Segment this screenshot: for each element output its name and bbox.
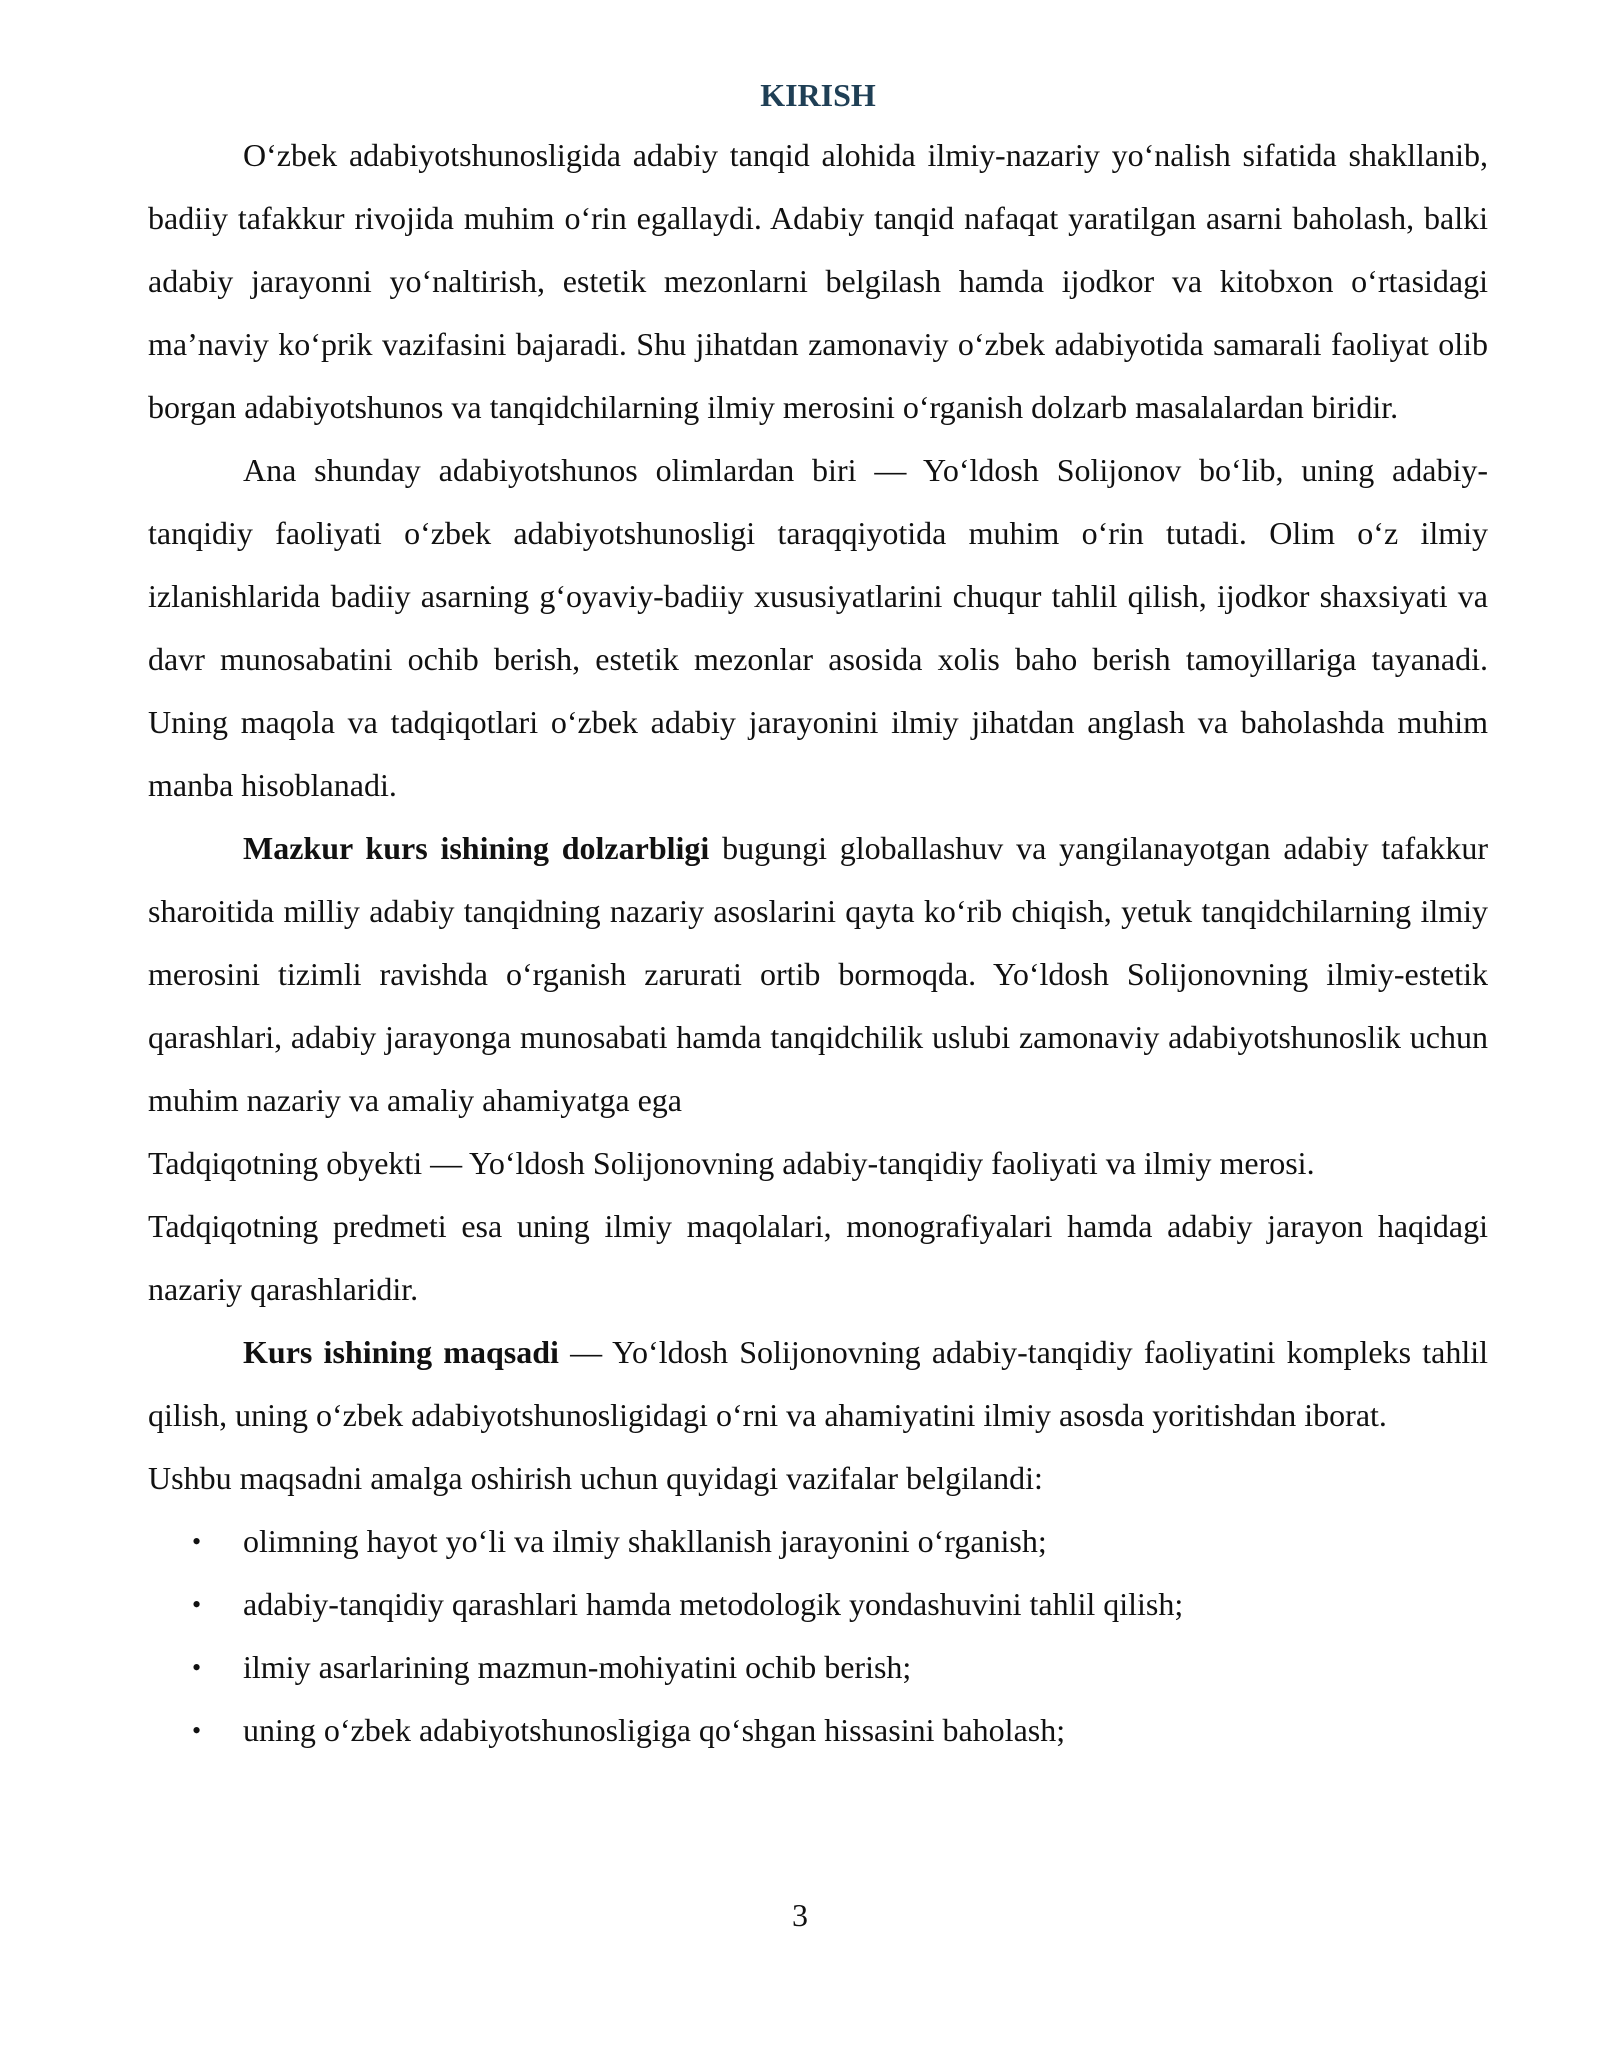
page-title: KIRISH: [760, 77, 876, 113]
document-page: [148, 70, 1488, 1762]
task-text: adabiy-tanqidiy qarashlari hamda metodologik yondashuvini tahlil qilish;: [243, 1586, 1184, 1622]
relevance-text: bugungi globallashuv va yangilanayotgan adabiy tafakkur sharoitida milliy adabiy tanqidning nazariy asoslarini qayta ko‘rib chiqish, yetuk tanqidchilarning ilmiy merosini tizimli ravishda o‘rganish zarurati ortib bormoqda. Yo‘ldosh Solijonovning ilmiy-estetik qarashlari, adabiy jarayonga munosabati hamda tanqidchilik uslubi zamonaviy adabiyotshunoslik uchun muhim nazariy va amaliy ahamiyatga ega: [148, 830, 1488, 1118]
list-item: [148, 1636, 1488, 1699]
task-text: olimning hayot yo‘li va ilmiy shakllanish jarayonini o‘rganish;: [243, 1523, 1047, 1559]
paragraph-object: Tadqiqotning obyekti — Yo‘ldosh Solijonovning adabiy-tanqidiy faoliyati va ilmiy merosi.: [148, 1145, 1315, 1181]
goal-text: — Yo‘ldosh Solijonovning adabiy-tanqidiy faoliyatini kompleks tahlil qilish, uning o‘zbek adabiyotshunosligidagi o‘rni va ahamiyatini ilmiy asosda yoritishdan iborat.: [148, 1334, 1489, 1433]
paragraph-relevance: [148, 817, 1488, 1132]
relevance-heading: Mazkur kurs ishining dolzarbligi: [243, 830, 710, 866]
list-item: [148, 1699, 1488, 1762]
bullet-icon: •: [192, 1653, 202, 1682]
bullet-icon: •: [192, 1527, 202, 1556]
list-item: [148, 1510, 1488, 1573]
tasks-list: [148, 1510, 1488, 1762]
paragraph-goal: [148, 1321, 1488, 1447]
task-text: uning o‘zbek adabiyotshunosligiga qo‘shgan hissasini baholash;: [243, 1712, 1066, 1748]
goal-heading: Kurs ishining maqsadi: [243, 1334, 559, 1370]
paragraph-intro: O‘zbek adabiyotshunosligida adabiy tanqid alohida ilmiy-nazariy yo‘nalish sifatida shakllanib, badiiy tafakkur rivojida muhim o‘rin egallaydi. Adabiy tanqid nafaqat yaratilgan asarni baholash, balki adabiy jarayonni yo‘naltirish, estetik mezonlarni belgilash hamda ijodkor va kitobxon o‘rtasidagi ma’naviy ko‘prik vazifasini bajaradi. Shu jihatdan zamonaviy o‘zbek adabiyotida samarali faoliyat olib borgan adabiyotshunos va tanqidchilarning ilmiy merosini o‘rganish dolzarb masalalardan biridir.: [148, 137, 1488, 425]
paragraph-scholar: Ana shunday adabiyotshunos olimlardan biri — Yo‘ldosh Solijonov bo‘lib, uning adabiy-tanqidiy faoliyati o‘zbek adabiyotshunosligi taraqqiyotida muhim o‘rin tutadi. Olim o‘z ilmiy izlanishlarida badiiy asarning g‘oyaviy-badiiy xususiyatlarini chuqur tahlil qilish, ijodkor shaxsiyati va davr munosabatini ochib berish, estetik mezonlar asosida xolis baho berish tamoyillariga tayanadi. Uning maqola va tadqiqotlari o‘zbek adabiy jarayonini ilmiy jihatdan anglash va baholashda muhim manba hisoblanadi.: [148, 452, 1488, 803]
task-text: ilmiy asarlarining mazmun-mohiyatini ochib berish;: [243, 1649, 912, 1685]
bullet-icon: •: [192, 1716, 202, 1745]
list-item: [148, 1573, 1488, 1636]
bullet-icon: •: [192, 1590, 202, 1619]
page-number: 3: [792, 1897, 808, 1933]
paragraph-tasks-intro: Ushbu maqsadni amalga oshirish uchun quyidagi vazifalar belgilandi:: [148, 1460, 1043, 1496]
paragraph-subject: Tadqiqotning predmeti esa uning ilmiy maqolalari, monografiyalari hamda adabiy jarayon haqidagi nazariy qarashlaridir.: [148, 1208, 1488, 1307]
